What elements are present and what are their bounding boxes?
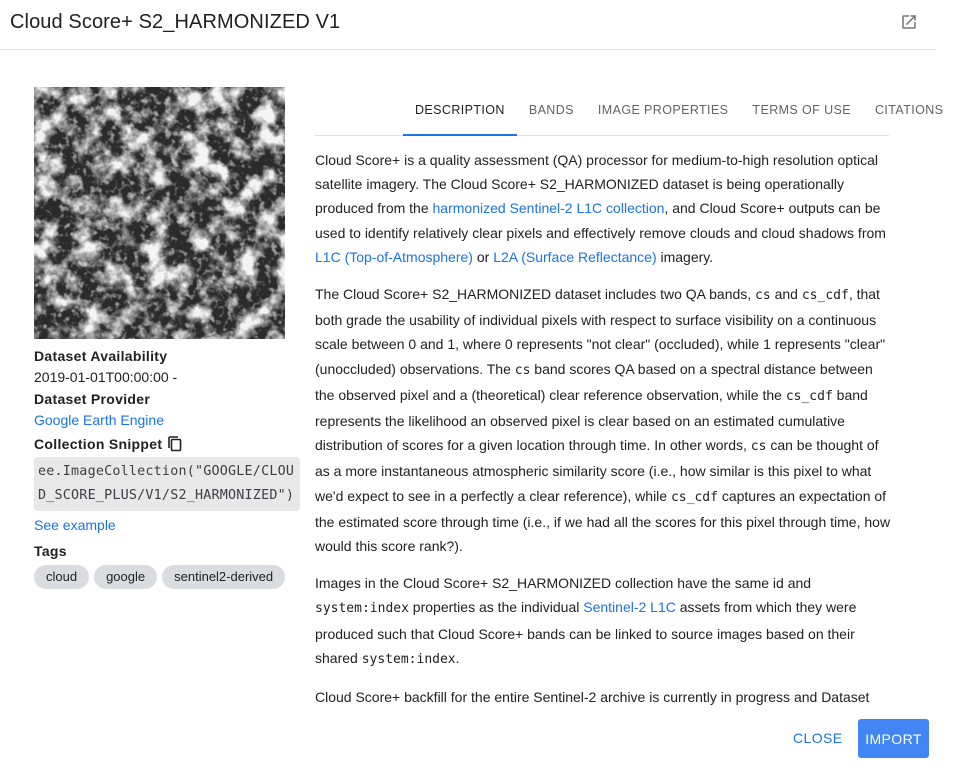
dialog-footer [0, 711, 936, 762]
description-paragraph-2 [315, 282, 893, 558]
code-system-index: system:index [315, 601, 409, 617]
tab-citations[interactable]: CITATIONS [874, 103, 944, 117]
description-panel[interactable] [315, 148, 893, 711]
tag-google[interactable]: google [94, 565, 157, 589]
code-cs: cs [514, 362, 531, 378]
text: and [770, 286, 802, 303]
copy-icon[interactable] [168, 436, 182, 452]
tag-sentinel2-derived[interactable]: sentinel2-derived [162, 565, 285, 589]
code-cs-cdf: cs_cdf [670, 489, 718, 505]
see-example-link[interactable]: See example [34, 517, 116, 533]
l2a-link[interactable]: L2A (Surface Reflectance) [493, 248, 657, 265]
tab-bar [315, 89, 944, 136]
snippet-label: Collection Snippet [34, 436, 163, 452]
text: , that both grade the usability of individual pixels with respect to surface visibility on a continuous scale between 0 and 1, where 0 represents "not clear" (occluded), while 1 represents "clear" (unoccluded) observations. The [315, 286, 886, 377]
description-paragraph-4: Cloud Score+ backfill for the entire Sentinel-2 archive is currently in progress and Dataset [315, 689, 870, 706]
cloud-thumbnail [34, 87, 285, 339]
text: assets from which they were produced such that Cloud Score+ bands can be linked to source images based on their shared [315, 599, 857, 666]
code-cs-cdf: cs_cdf [785, 388, 833, 404]
open-in-new-icon[interactable] [900, 13, 918, 31]
code-cs: cs [755, 288, 771, 304]
snippet-header [34, 436, 300, 452]
dialog-title: Cloud Score+ S2_HARMONIZED V1 [10, 11, 341, 33]
availability-label: Dataset Availability [34, 348, 168, 364]
dataset-sidebar [34, 87, 300, 589]
collection-snippet[interactable]: ee.ImageCollection("GOOGLE/CLOUD_SCORE_PLUS/V1/S2_HARMONIZED") [34, 457, 300, 511]
dialog-header [0, 0, 936, 50]
text: . [455, 649, 460, 666]
code-cs: cs [750, 439, 767, 455]
tags-label: Tags [34, 543, 67, 559]
code-cs-cdf: cs_cdf [801, 288, 849, 304]
sentinel2-l1c-link[interactable]: Sentinel-2 L1C [583, 599, 676, 616]
tab-bands[interactable]: BANDS [528, 103, 574, 117]
description-paragraph-1 [315, 148, 893, 269]
tab-terms-of-use[interactable]: TERMS OF USE [752, 103, 851, 117]
text: Images in the Cloud Score+ S2_HARMONIZED collection have the same id and [315, 575, 812, 592]
text: , and Cloud Score+ outputs can be used to identify relatively clear pixels and effectively remove clouds and cloud shadows from [315, 200, 886, 241]
code-system-index: system:index [361, 651, 456, 667]
tab-image-properties[interactable]: IMAGE PROPERTIES [597, 103, 729, 117]
text: properties as the individual [408, 599, 584, 616]
text: can be thought of as a more instantaneous atmospheric similarity score (i.e., how similar is this pixel to what we'd expect to see in a perfectly a clear reference), while [315, 437, 879, 504]
tab-description[interactable]: DESCRIPTION [403, 89, 517, 135]
tag-list [34, 565, 300, 589]
l1c-link[interactable]: L1C (Top-of-Atmosphere) [315, 248, 473, 265]
import-button[interactable]: IMPORT [858, 719, 929, 758]
text: band scores QA based on a spectral distance between the observed pixel and a (theoretical) clear reference observation, while the [315, 360, 873, 403]
text: The Cloud Score+ S2_HARMONIZED dataset includes two QA bands, [315, 286, 756, 303]
description-paragraph-3 [315, 571, 893, 672]
text: band represents the likelihood an observed pixel is clear based on an estimated cumulative distribution of scores for a given location through time. In other words, [315, 386, 868, 454]
text: imagery. [656, 248, 714, 265]
close-button[interactable]: CLOSE [779, 720, 856, 756]
text: captures an expectation of the estimated score through time (i.e., if we had all the scores for this pixel through time, how would this score rank?). [315, 487, 891, 555]
provider-label: Dataset Provider [34, 391, 151, 407]
text: Cloud Score+ is a quality assessment (QA) processor for medium-to-high resolution optical satellite imagery. The Cloud Score+ S2_HARMONIZED dataset is being operationally produced from the [315, 152, 878, 217]
provider-link[interactable]: Google Earth Engine [34, 412, 164, 428]
harmonized-s2-link[interactable]: harmonized Sentinel-2 L1C collection [432, 200, 665, 217]
tag-cloud[interactable]: cloud [34, 565, 89, 589]
text: or [472, 248, 494, 265]
availability-value: 2019-01-01T00:00:00 - [34, 369, 178, 385]
